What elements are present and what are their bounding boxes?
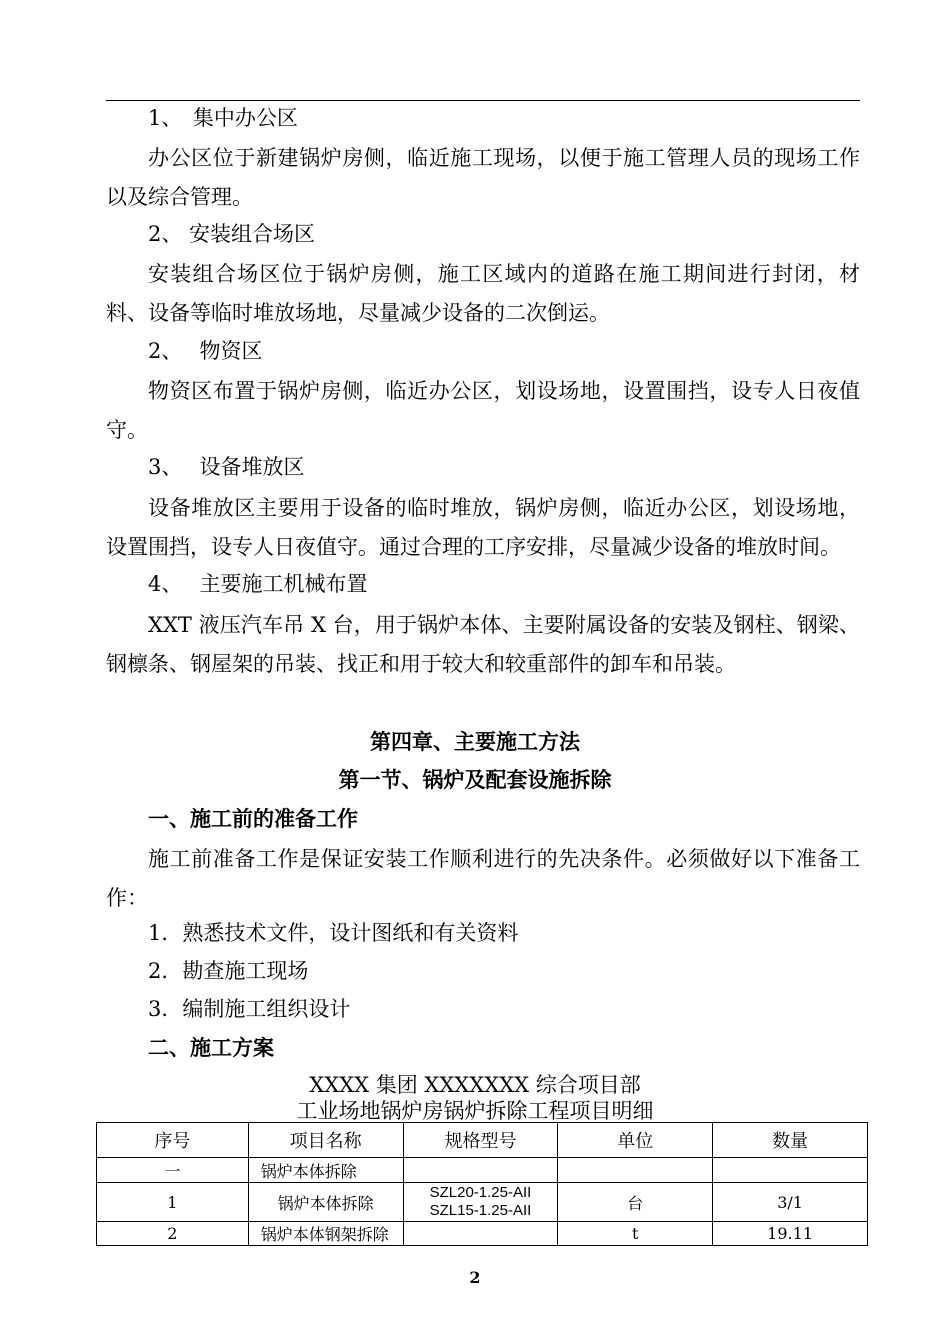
cell-name: 锅炉本体钢架拆除 bbox=[248, 1222, 403, 1246]
cell-index: 一 bbox=[97, 1158, 249, 1183]
section-label-machinery: 4、 主要施工机械布置 bbox=[148, 572, 368, 596]
prep-item: 2．勘查施工现场 bbox=[148, 959, 309, 983]
header-unit: 单位 bbox=[558, 1123, 713, 1158]
table-row bbox=[97, 1183, 868, 1222]
cell-quantity bbox=[713, 1158, 868, 1183]
chapter-title: 第四章、主要施工方法 bbox=[370, 729, 580, 754]
header-name: 项目名称 bbox=[248, 1123, 403, 1158]
spec-line: SZL15-1.25-AII bbox=[429, 1202, 532, 1219]
section-text-office: 办公区位于新建锅炉房侧，临近施工现场，以便于施工管理人员的现场工作以及综合管理。 bbox=[106, 146, 860, 209]
table-subtitle: 工业场地锅炉房锅炉拆除工程项目明细 bbox=[296, 1099, 654, 1123]
cell-spec bbox=[403, 1222, 558, 1246]
table-title: XXXX 集团 XXXXXXX 综合项目部 bbox=[309, 1073, 641, 1097]
prep-item: 1．熟悉技术文件，设计图纸和有关资料 bbox=[148, 921, 519, 945]
section-text-assembly: 安装组合场区位于锅炉房侧，施工区域内的道路在施工期间进行封闭，材料、设备等临时堆放场地，尽量减少设备的二次倒运。 bbox=[106, 262, 860, 325]
cell-spec bbox=[403, 1183, 558, 1222]
prep-text: 施工前准备工作是保证安装工作顺利进行的先决条件。必须做好以下准备工作： bbox=[106, 847, 860, 910]
cell-unit: t bbox=[558, 1222, 713, 1246]
cell-quantity: 19.11 bbox=[713, 1222, 868, 1246]
cell-spec bbox=[403, 1158, 558, 1183]
plan-heading: 二、施工方案 bbox=[148, 1035, 274, 1060]
section-label-storage: 3、 设备堆放区 bbox=[148, 455, 305, 479]
header-spec: 规格型号 bbox=[403, 1123, 558, 1158]
header-index: 序号 bbox=[97, 1123, 249, 1158]
header-rule bbox=[106, 100, 860, 101]
spec-line: SZL20-1.25-AII bbox=[429, 1184, 532, 1201]
section-label-assembly: 2、 安装组合场区 bbox=[148, 222, 316, 246]
prep-heading: 一、施工前的准备工作 bbox=[148, 806, 358, 831]
cell-name: 锅炉本体拆除 bbox=[248, 1183, 403, 1222]
cell-index: 1 bbox=[97, 1183, 249, 1222]
section-text-materials: 物资区布置于锅炉房侧，临近办公区，划设场地，设置围挡，设专人日夜值守。 bbox=[106, 379, 860, 442]
cell-unit bbox=[558, 1158, 713, 1183]
section-text-storage: 设备堆放区主要用于设备的临时堆放，锅炉房侧，临近办公区，划设场地，设置围挡，设专人日夜值守。通过合理的工序安排，尽量减少设备的堆放时间。 bbox=[106, 496, 860, 559]
section-text-machinery: XXT 液压汽车吊 X 台，用于锅炉本体、主要附属设备的安装及钢柱、钢梁、钢檩条、钢屋架的吊装、找正和用于较大和较重部件的卸车和吊装。 bbox=[106, 613, 860, 676]
table-row bbox=[97, 1222, 868, 1246]
prep-item: 3．编制施工组织设计 bbox=[148, 997, 351, 1021]
section-label-office: 1、 集中办公区 bbox=[148, 106, 298, 130]
cell-quantity: 3/1 bbox=[713, 1183, 868, 1222]
cell-index: 2 bbox=[97, 1222, 249, 1246]
header-quantity: 数量 bbox=[713, 1123, 868, 1158]
table-header-row bbox=[97, 1123, 868, 1158]
page-number: 2 bbox=[469, 1268, 481, 1287]
cell-name: 锅炉本体拆除 bbox=[248, 1158, 403, 1183]
project-detail-table bbox=[96, 1122, 868, 1246]
section-label-materials: 2、 物资区 bbox=[148, 339, 263, 363]
table-row bbox=[97, 1158, 868, 1183]
section-title: 第一节、锅炉及配套设施拆除 bbox=[338, 767, 612, 792]
cell-unit: 台 bbox=[558, 1183, 713, 1222]
